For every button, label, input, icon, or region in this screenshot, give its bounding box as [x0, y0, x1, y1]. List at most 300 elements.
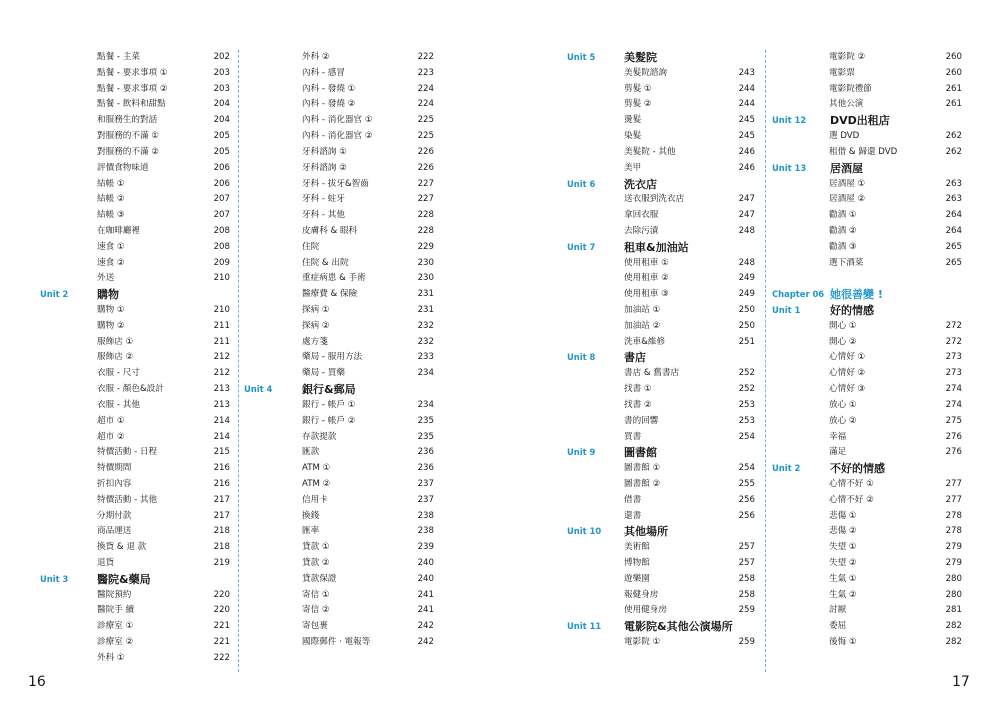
toc-entry-title: 心情好 ③ [829, 384, 866, 395]
toc-entry-page: 237 [417, 478, 434, 489]
section-title: 洗衣店 [624, 177, 657, 191]
toc-entry [244, 572, 436, 588]
toc-entry-page: 224 [417, 99, 434, 110]
toc-entry-title: 匯款 [302, 447, 320, 458]
toc-entry-title: 貸款 ① [302, 542, 330, 553]
toc-entry [567, 382, 760, 398]
toc-entry-title: 超市 ② [97, 431, 125, 442]
toc-entry-page: 216 [213, 463, 230, 474]
toc-entry-page: 203 [213, 67, 230, 78]
toc-entry-title: 後悔 ① [829, 637, 857, 648]
toc-entry-title: 失望 ② [829, 558, 857, 568]
toc-entry-page: 230 [417, 257, 434, 268]
toc-entry-page: 273 [945, 352, 962, 363]
toc-entry-title: 折扣內容 [97, 478, 132, 489]
toc-entry-title: 美甲 [624, 162, 642, 173]
toc-entry-page: 224 [417, 83, 434, 94]
unit-label: Unit 9 [567, 447, 596, 458]
toc-column-2 [244, 50, 436, 651]
toc-entry-title: 內科 - 消化器官 ② [302, 131, 373, 142]
unit-label: Unit 7 [567, 241, 596, 252]
toc-entry [567, 319, 760, 335]
toc-entry-title: 商品運送 [97, 526, 132, 537]
toc-unit-heading [567, 240, 760, 256]
toc-entry-page: 282 [945, 637, 962, 648]
toc-entry-page: 234 [417, 368, 434, 379]
toc-entry [567, 588, 760, 604]
toc-entry-page: 255 [738, 478, 755, 489]
toc-entry [244, 588, 436, 604]
toc-entry-title: 燙髮 [624, 115, 642, 126]
toc-entry-page: 260 [945, 67, 962, 78]
toc-entry [772, 398, 962, 414]
toc-entry [567, 398, 760, 414]
toc-entry [772, 366, 962, 382]
toc-entry-page: 233 [417, 352, 434, 363]
toc-entry [772, 224, 962, 240]
toc-entry-title: 牙科諮詢 ① [302, 146, 347, 157]
toc-chapter-heading [772, 287, 962, 303]
toc-entry-title: 點餐 - 要求事項 ② [97, 83, 168, 94]
toc-entry-page: 236 [417, 463, 434, 474]
toc-entry-title: 對服務的不滿 ② [97, 146, 159, 157]
toc-entry-page: 242 [417, 621, 434, 632]
toc-entry-page: 220 [213, 589, 230, 600]
toc-entry-page: 245 [738, 131, 755, 142]
toc-entry-page: 216 [213, 478, 230, 489]
toc-spacer [772, 271, 962, 287]
toc-entry [40, 145, 235, 161]
toc-entry-page: 277 [945, 494, 962, 505]
toc-entry-title: 悲傷 ① [829, 510, 857, 521]
toc-entry-page: 214 [213, 415, 230, 426]
page-number-right: 17 [952, 674, 970, 690]
toc-entry [567, 161, 760, 177]
toc-entry-title: 藥局 - 服用方法 [302, 352, 363, 363]
toc-entry-title: 貸款 ② [302, 558, 330, 568]
toc-entry-title: 幸福 [829, 431, 847, 442]
toc-entry [40, 66, 235, 82]
toc-unit-heading [567, 524, 760, 540]
toc-entry [244, 256, 436, 272]
toc-entry-page: 264 [945, 225, 962, 236]
toc-entry [772, 588, 962, 604]
toc-entry-page: 262 [945, 146, 962, 157]
toc-entry-title: 服飾店 ① [97, 336, 134, 347]
toc-entry [40, 509, 235, 525]
toc-entry [40, 97, 235, 113]
unit-label: Unit 5 [567, 52, 596, 62]
toc-entry-page: 251 [738, 336, 755, 347]
toc-entry-page: 246 [738, 162, 755, 173]
toc-entry-page: 278 [945, 510, 962, 521]
toc-entry-title: 分期付款 [97, 510, 132, 521]
toc-entry-page: 250 [738, 320, 755, 331]
toc-entry-page: 236 [417, 447, 434, 458]
toc-entry [772, 350, 962, 366]
toc-entry-page: 247 [738, 194, 755, 205]
toc-entry [244, 208, 436, 224]
toc-entry-title: 博物館 [624, 558, 650, 568]
toc-entry [772, 477, 962, 493]
toc-entry-page: 217 [213, 494, 230, 505]
toc-entry-title: 服飾店 ② [97, 352, 134, 363]
toc-entry-title: 內科 - 消化器官 ① [302, 115, 373, 126]
toc-entry [772, 177, 962, 193]
toc-entry [567, 461, 760, 477]
toc-entry [772, 509, 962, 525]
toc-entry-title: 牙科諮詢 ② [302, 162, 347, 173]
toc-entry [772, 192, 962, 208]
toc-entry-title: 內科 - 發燒 ① [302, 83, 356, 94]
toc-entry-page: 276 [945, 431, 962, 442]
toc-entry-title: 生氣 ② [829, 589, 857, 600]
toc-entry [244, 113, 436, 129]
toc-entry [40, 477, 235, 493]
toc-entry [567, 366, 760, 382]
toc-entry [40, 651, 235, 667]
toc-entry [244, 445, 436, 461]
toc-entry-page: 244 [738, 83, 755, 94]
toc-entry [567, 256, 760, 272]
toc-entry-page: 209 [213, 257, 230, 268]
toc-entry-title: 衣服 - 顏色&設計 [97, 384, 164, 395]
toc-entry-page: 272 [945, 320, 962, 331]
toc-entry-title: 外送 [97, 273, 115, 284]
toc-entry [567, 82, 760, 98]
toc-entry-title: 心情不好 ② [829, 494, 874, 505]
toc-entry-page: 211 [213, 336, 230, 347]
toc-unit-heading [772, 303, 962, 319]
toc-entry [244, 50, 436, 66]
toc-entry-title: 使用租車 ② [624, 273, 669, 284]
toc-entry [40, 635, 235, 651]
toc-entry-title: 使用健身房 [624, 605, 667, 616]
toc-entry [244, 271, 436, 287]
toc-entry [772, 97, 962, 113]
toc-entry-title: 結帳 ② [97, 194, 125, 205]
toc-entry [567, 66, 760, 82]
unit-label: Unit 2 [40, 289, 69, 300]
toc-unit-heading [567, 619, 760, 635]
toc-entry-page: 240 [417, 558, 434, 568]
toc-entry [40, 461, 235, 477]
toc-entry [772, 556, 962, 572]
toc-entry-title: 心情好 ① [829, 352, 866, 363]
toc-entry-page: 245 [738, 115, 755, 126]
toc-entry-page: 257 [738, 542, 755, 553]
toc-entry [244, 493, 436, 509]
toc-entry-page: 227 [417, 178, 434, 189]
toc-entry [244, 224, 436, 240]
toc-unit-heading [244, 382, 436, 398]
toc-entry [772, 572, 962, 588]
toc-entry-title: 醫院預約 [97, 589, 132, 600]
toc-entry-page: 237 [417, 494, 434, 505]
toc-entry-title: 換錢 [302, 510, 320, 521]
toc-entry [40, 445, 235, 461]
toc-entry [244, 398, 436, 414]
toc-entry-title: 圖書館 ② [624, 478, 661, 489]
section-title: 電影院&其他公演場所 [624, 620, 733, 634]
toc-entry [244, 97, 436, 113]
toc-entry [244, 603, 436, 619]
unit-label: Unit 3 [40, 573, 69, 584]
toc-entry [772, 208, 962, 224]
toc-entry-title: 結帳 ① [97, 178, 125, 189]
toc-entry-title: 衣服 - 尺寸 [97, 368, 140, 379]
toc-entry-title: 皮膚科 & 眼科 [302, 225, 358, 236]
toc-entry-page: 261 [945, 83, 962, 94]
toc-entry-title: 信用卡 [302, 494, 328, 505]
toc-entry-page: 254 [738, 431, 755, 442]
toc-entry-page: 205 [213, 146, 230, 157]
toc-entry-title: ATM ② [302, 478, 331, 489]
section-title: 居酒屋 [830, 161, 863, 175]
toc-entry-title: 住院 & 出院 [302, 257, 349, 268]
toc-entry [567, 509, 760, 525]
toc-entry [772, 256, 962, 272]
toc-entry-page: 202 [213, 52, 230, 62]
toc-entry [772, 493, 962, 509]
toc-entry [244, 619, 436, 635]
toc-entry-page: 212 [213, 352, 230, 363]
toc-entry-title: 匯率 [302, 526, 320, 537]
toc-entry-page: 215 [213, 447, 230, 458]
toc-entry-page: 232 [417, 320, 434, 331]
toc-entry [244, 145, 436, 161]
toc-entry [244, 350, 436, 366]
toc-entry-title: 找書 ② [624, 399, 652, 410]
toc-entry [772, 619, 962, 635]
toc-entry-title: 居酒屋 ② [829, 194, 866, 205]
toc-entry-title: 存款提款 [302, 431, 337, 442]
toc-entry [244, 414, 436, 430]
toc-entry-title: 洗車&維修 [624, 336, 666, 347]
toc-entry-page: 235 [417, 431, 434, 442]
toc-entry-title: 速食 ① [97, 241, 125, 252]
toc-entry [40, 192, 235, 208]
toc-unit-heading [40, 287, 235, 303]
toc-entry-page: 278 [945, 526, 962, 537]
toc-entry [772, 66, 962, 82]
toc-entry-title: 去除污漬 [624, 225, 659, 236]
toc-entry [40, 350, 235, 366]
toc-entry [772, 319, 962, 335]
toc-entry [567, 192, 760, 208]
toc-entry-page: 219 [213, 558, 230, 568]
toc-unit-heading [772, 161, 962, 177]
section-title: 購物 [97, 288, 119, 302]
toc-entry-title: 診療室 ② [97, 637, 134, 648]
toc-entry-title: 選 DVD [829, 131, 860, 142]
section-title: 圖書館 [624, 446, 657, 460]
toc-entry-title: 書店 & 舊書店 [624, 368, 680, 379]
unit-label: Unit 10 [567, 526, 602, 537]
toc-entry-title: 速食 ② [97, 257, 125, 268]
toc-entry [40, 398, 235, 414]
toc-entry-title: 使用租車 ① [624, 257, 669, 268]
toc-entry [40, 319, 235, 335]
section-title: 租車&加油站 [624, 240, 689, 254]
toc-entry [567, 540, 760, 556]
toc-entry-title: 在咖啡廳裡 [97, 225, 140, 236]
toc-entry [40, 271, 235, 287]
toc-entry-page: 227 [417, 194, 434, 205]
toc-entry-title: 寄信 ② [302, 605, 330, 616]
toc-entry-title: 貸款保證 [302, 573, 337, 584]
toc-entry-page: 214 [213, 431, 230, 442]
toc-entry-title: 點餐 - 飲料和甜點 [97, 99, 166, 110]
toc-entry [244, 524, 436, 540]
toc-column-3 [567, 50, 760, 651]
toc-entry-page: 204 [213, 115, 230, 126]
toc-entry-page: 222 [213, 652, 230, 663]
toc-entry [40, 161, 235, 177]
toc-entry [40, 129, 235, 145]
toc-entry-title: 委屈 [829, 621, 847, 632]
toc-entry-page: 207 [213, 194, 230, 205]
toc-unit-heading [40, 572, 235, 588]
toc-entry-title: 特價活動 - 其他 [97, 494, 158, 505]
section-title: 好的情感 [830, 304, 874, 317]
toc-entry-page: 258 [738, 573, 755, 584]
toc-entry-page: 221 [213, 637, 230, 648]
toc-entry-title: 討厭 [829, 605, 847, 616]
toc-entry-title: 放心 ② [829, 415, 857, 426]
toc-entry-page: 235 [417, 415, 434, 426]
toc-entry [567, 603, 760, 619]
toc-entry-page: 280 [945, 573, 962, 584]
toc-entry [772, 414, 962, 430]
toc-entry [772, 603, 962, 619]
toc-entry-page: 252 [738, 368, 755, 379]
toc-entry-title: 選下酒菜 [829, 257, 864, 268]
toc-entry-title: 滿足 [829, 447, 847, 458]
unit-label: Unit 8 [567, 352, 596, 363]
toc-entry-page: 256 [738, 494, 755, 505]
section-title: 她很善變 ! [830, 288, 883, 302]
toc-entry-page: 248 [738, 257, 755, 268]
toc-entry-page: 247 [738, 210, 755, 221]
unit-label: Unit 11 [567, 621, 602, 632]
toc-entry [567, 493, 760, 509]
toc-entry-title: ATM ① [302, 463, 331, 474]
section-title: 其他場所 [624, 525, 668, 539]
toc-entry-page: 275 [945, 415, 962, 426]
unit-label: Unit 13 [772, 162, 807, 173]
toc-entry-page: 229 [417, 241, 434, 252]
toc-entry-title: 居酒屋 ① [829, 178, 866, 189]
toc-entry [567, 97, 760, 113]
toc-entry-title: 處方箋 [302, 336, 328, 347]
toc-entry-page: 253 [738, 415, 755, 426]
toc-unit-heading [567, 350, 760, 366]
toc-entry-title: 剪髮 ② [624, 99, 652, 110]
toc-entry [40, 588, 235, 604]
toc-entry [40, 208, 235, 224]
toc-entry [244, 335, 436, 351]
toc-entry-page: 263 [945, 194, 962, 205]
toc-entry [40, 540, 235, 556]
toc-entry [772, 540, 962, 556]
toc-entry-page: 204 [213, 99, 230, 110]
toc-entry-page: 234 [417, 399, 434, 410]
toc-entry [567, 414, 760, 430]
toc-entry [772, 82, 962, 98]
toc-entry-page: 249 [738, 273, 755, 284]
toc-entry-title: 遊樂園 [624, 573, 650, 584]
toc-entry-title: 內科 - 感冒 [302, 67, 345, 78]
section-title: 銀行&郵局 [302, 383, 356, 397]
toc-entry-page: 211 [213, 320, 230, 331]
toc-entry-title: 心情好 ② [829, 368, 866, 379]
toc-entry [567, 224, 760, 240]
toc-entry-title: 勸酒 ② [829, 225, 857, 236]
toc-entry-title: 其他公演 [829, 99, 864, 110]
toc-entry-page: 261 [945, 99, 962, 110]
toc-entry-page: 241 [417, 605, 434, 616]
toc-entry-title: 內科 - 發燒 ② [302, 99, 356, 110]
toc-entry-page: 259 [738, 637, 755, 648]
toc-entry-page: 225 [417, 115, 434, 126]
toc-entry-page: 208 [213, 225, 230, 236]
toc-entry-page: 210 [213, 305, 230, 315]
toc-entry [244, 540, 436, 556]
toc-entry [772, 430, 962, 446]
toc-entry [244, 82, 436, 98]
toc-entry [244, 477, 436, 493]
toc-entry-title: 美髮院諮詢 [624, 67, 667, 78]
toc-entry-title: 電影院 ② [829, 52, 866, 62]
toc-entry-title: 開心 ② [829, 336, 857, 347]
section-title: DVD出租店 [830, 114, 890, 128]
toc-entry [567, 208, 760, 224]
toc-entry-title: 購物 ② [97, 320, 125, 331]
toc-entry-page: 238 [417, 510, 434, 521]
toc-entry-page: 243 [738, 67, 755, 78]
toc-entry-page: 246 [738, 146, 755, 157]
toc-entry [567, 303, 760, 319]
toc-column-1 [40, 50, 235, 667]
toc-entry [567, 271, 760, 287]
toc-entry [244, 556, 436, 572]
toc-entry [772, 145, 962, 161]
toc-entry-page: 228 [417, 210, 434, 221]
toc-entry [244, 161, 436, 177]
toc-entry-page: 226 [417, 162, 434, 173]
toc-unit-heading [567, 177, 760, 193]
toc-entry [244, 366, 436, 382]
unit-label: Unit 1 [772, 305, 801, 315]
toc-entry-page: 242 [417, 637, 434, 648]
toc-entry [40, 335, 235, 351]
toc-entry [244, 177, 436, 193]
toc-entry [40, 556, 235, 572]
toc-entry-page: 221 [213, 621, 230, 632]
section-title: 書店 [624, 351, 646, 365]
toc-entry-page: 212 [213, 368, 230, 379]
toc-entry [40, 50, 235, 66]
toc-entry [40, 524, 235, 540]
toc-entry-title: 超市 ① [97, 415, 125, 426]
toc-entry-title: 租借 & 歸還 DVD [829, 146, 898, 157]
toc-unit-heading [772, 113, 962, 129]
toc-entry [772, 635, 962, 651]
toc-entry-page: 208 [213, 241, 230, 252]
toc-entry-title: 失望 ① [829, 542, 857, 553]
toc-entry-page: 213 [213, 399, 230, 410]
